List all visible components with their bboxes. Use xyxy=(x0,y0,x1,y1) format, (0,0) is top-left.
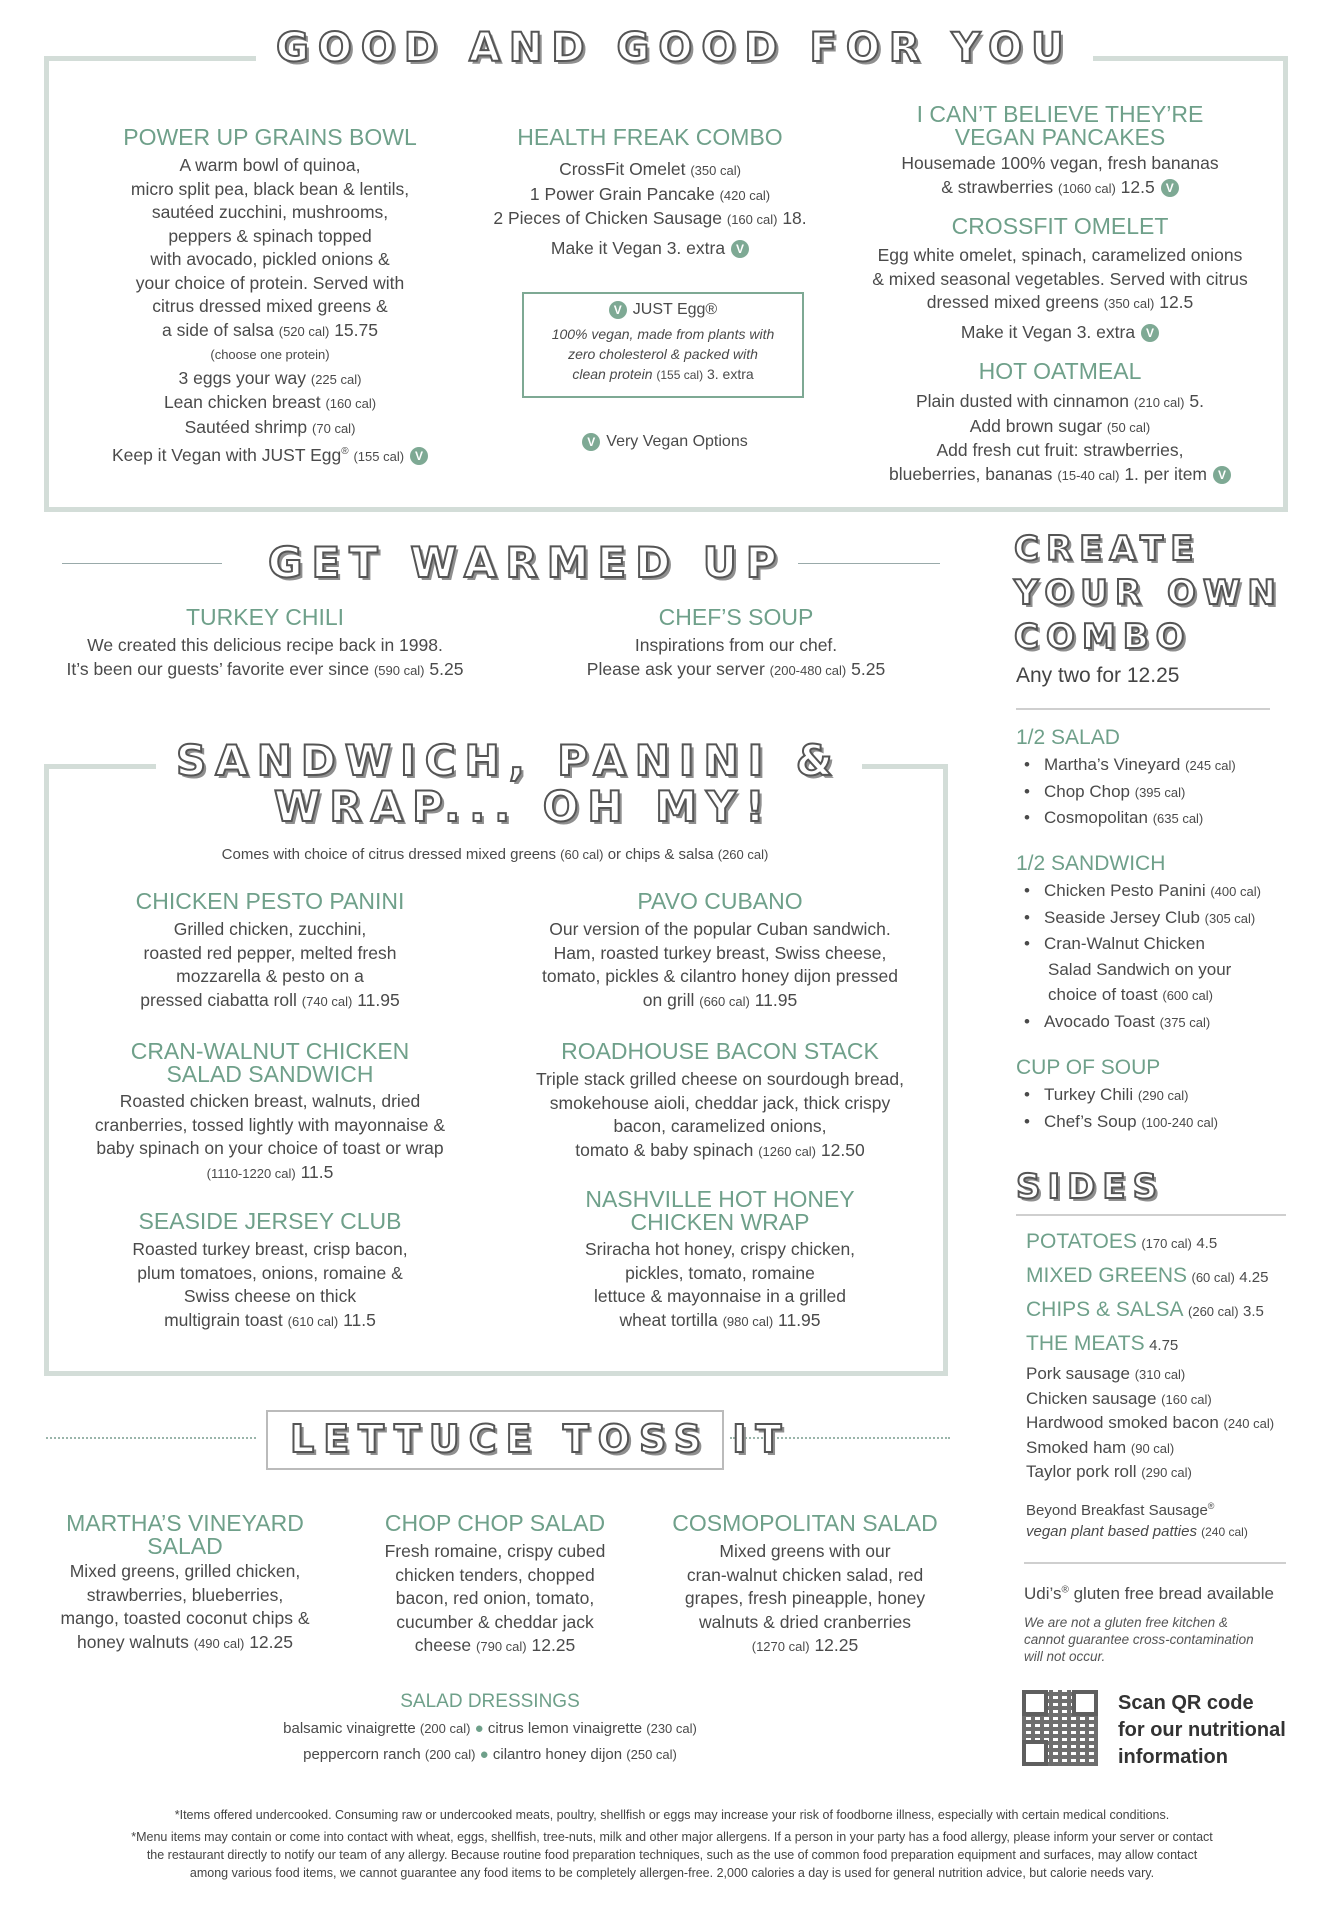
vegan-icon: V xyxy=(731,240,749,258)
health-freak-description: CrossFit Omelet (350 cal) 1 Power Grain Pancake (420 cal) 2 Pieces of Chicken Sausage (160 cal) 18. Make it Vegan 3. extra V xyxy=(493,159,807,258)
gluten-divider xyxy=(1024,1562,1286,1564)
turkey-chili-description: We created this delicious recipe back in 1998. It’s been our guests’ favorite ever since (590 cal) 5.25 xyxy=(66,635,464,679)
marthas-vineyard-description: Mixed greens, grilled chicken, strawberries, blueberries, mango, toasted coconut chips & honey walnuts (490 cal) 12.25 xyxy=(60,1561,310,1652)
power-bowl-description: A warm bowl of quinoa, micro split pea, black bean & lentils, sautéed zucchini, mushrooms, peppers & spinach topped with avocado, pickled onions & your choice of protein. Served with citrus dressed mixed greens & a side of salsa (520 cal) 15.75 (choose one protein) 3 eggs your way (225 cal) Lean chicken breast (160 cal) Sautéed shrimp (70 cal) Keep it Vegan with JUST Egg® (155 cal) V xyxy=(80,154,460,468)
turkey-chili-title: TURKEY CHILI xyxy=(185,604,345,630)
sandwich-side-note: Comes with choice of citrus dressed mixed greens (60 cal) or chips & salsa (260 cal) xyxy=(221,846,769,863)
sides-title: SIDES xyxy=(1016,1167,1165,1207)
seaside-title: SEASIDE JERSEY CLUB xyxy=(138,1208,402,1234)
roadhouse-title: ROADHOUSE BACON STACK xyxy=(561,1038,879,1064)
cosmopolitan-title: COSMOPOLITAN SALAD xyxy=(672,1510,938,1536)
salad-dressings-list: balsamic vinaigrette (200 cal) ● citrus lemon vinaigrette (230 cal) peppercorn ranch (200 cal) ● cilantro honey dijon (250 cal) xyxy=(283,1720,697,1763)
qr-code[interactable] xyxy=(1022,1690,1098,1766)
just-egg-description: V JUST Egg® 100% vegan, made from plants with zero cholesterol & packed with clean protein (155 cal) 3. extra xyxy=(551,301,775,382)
side-chips-salsa: CHIPS & SALSA (260 cal) 3.5 xyxy=(1026,1298,1264,1321)
roadhouse-description: Triple stack grilled cheese on sourdough bread, smokehouse aioli, cheddar jack, thick crispy bacon, caramelized onions, tomato & baby spinach (1260 cal) 12.50 xyxy=(535,1069,905,1160)
vegan-icon: V xyxy=(609,301,627,319)
marthas-vineyard-title: MARTHA’S VINEYARD SALAD xyxy=(66,1510,304,1559)
vegan-icon: V xyxy=(1213,466,1231,484)
side-the-meats: THE MEATS 4.75 xyxy=(1026,1332,1179,1355)
lettuce-title: LETTUCE TOSS IT xyxy=(290,1417,791,1461)
list-item: • Seaside Jersey Club (305 cal) xyxy=(1016,905,1326,932)
chicken-pesto-title: CHICKEN PESTO PANINI xyxy=(135,888,405,914)
list-item: • Chef’s Soup (100-240 cal) xyxy=(1016,1109,1316,1136)
qr-caption: Scan QR code for our nutritional information xyxy=(1118,1692,1286,1768)
list-item: • Turkey Chili (290 cal) xyxy=(1016,1082,1316,1109)
cran-walnut-description: Roasted chicken breast, walnuts, dried cranberries, tossed lightly with mayonnaise & baby spinach on your choice of toast or wrap (1110-1220 cal) 11.5 xyxy=(94,1091,446,1182)
pavo-cubano-title: PAVO CUBANO xyxy=(637,888,803,914)
crossfit-omelet-description: Egg white omelet, spinach, caramelized onions & mixed seasonal vegetables. Served with citrus dressed mixed greens (350 cal) 12.5 Make it Vegan 3. extra V xyxy=(872,245,1248,342)
create-title-line2: YOUR OWN xyxy=(1014,573,1283,613)
meats-list: Pork sausage (310 cal) Chicken sausage (160 cal) Hardwood smoked bacon (240 cal) Smoked ham (90 cal) Taylor pork roll (290 cal) xyxy=(1026,1364,1275,1481)
vegan-icon: V xyxy=(410,447,428,465)
create-subtitle: Any two for 12.25 xyxy=(1016,664,1180,687)
gluten-disclaimer: We are not a gluten free kitchen & cannot guarantee cross-contamination will not occur. xyxy=(1024,1615,1254,1664)
chefs-soup-title: CHEF’S SOUP xyxy=(658,604,814,630)
pavo-cubano-description: Our version of the popular Cuban sandwich. Ham, roasted turkey breast, Swiss cheese, tomato, pickles & cilantro honey dijon pressed on grill (660 cal) 11.95 xyxy=(541,919,899,1010)
list-item: • Martha’s Vineyard (245 cal) xyxy=(1016,752,1316,779)
side-potatoes: POTATOES (170 cal) 4.5 xyxy=(1026,1230,1218,1253)
good-section-title: GOOD AND GOOD FOR YOU xyxy=(256,28,1093,68)
warm-divider-left xyxy=(62,563,222,564)
sandwich-title-line1: SANDWICH, PANINI & xyxy=(156,740,862,782)
chop-chop-description: Fresh romaine, crispy cubed chicken tenders, chopped bacon, red onion, tomato, cucumber & cheddar jack cheese (790 cal) 12.25 xyxy=(384,1541,606,1655)
vegan-pancakes-description: Housemade 100% vegan, fresh bananas & strawberries (1060 cal) 12.5 V xyxy=(901,153,1219,197)
nashville-title: NASHVILLE HOT HONEY CHICKEN WRAP xyxy=(585,1186,855,1235)
cosmopolitan-description: Mixed greens with our cran-walnut chicken salad, red grapes, fresh pineapple, honey walnuts & dried cranberries (1270 cal) 12.25 xyxy=(684,1541,926,1655)
crossfit-omelet-title: CROSSFIT OMELET xyxy=(951,213,1169,239)
hot-oatmeal-title: HOT OATMEAL xyxy=(978,358,1142,384)
health-freak-title: HEALTH FREAK COMBO xyxy=(517,124,783,150)
cran-walnut-title: CRAN-WALNUT CHICKEN SALAD SANDWICH xyxy=(130,1038,410,1087)
chicken-pesto-description: Grilled chicken, zucchini, roasted red pepper, melted fresh mozzarella & pesto on a pressed ciabatta roll (740 cal) 11.95 xyxy=(140,919,400,1010)
lettuce-divider-left xyxy=(46,1437,256,1439)
salad-dressings-title: SALAD DRESSINGS xyxy=(400,1691,580,1712)
list-item: • Avocado Toast (375 cal) xyxy=(1016,1009,1326,1036)
create-divider xyxy=(1016,708,1270,710)
nashville-description: Sriracha hot honey, crispy chicken, pickles, tomato, romaine lettuce & mayonnaise in a grilled wheat tortilla (980 cal) 11.95 xyxy=(584,1239,856,1330)
cup-of-soup-list xyxy=(1016,1082,1316,1135)
vegan-icon: V xyxy=(1161,179,1179,197)
list-item: • Cosmopolitan (635 cal) xyxy=(1016,805,1316,832)
power-bowl-title: POWER UP GRAINS BOWL xyxy=(123,124,417,150)
footer-disclaimer: *Items offered undercooked. Consuming raw or undercooked meats, poultry, shellfish or eggs may increase your risk of foodborne illness, especially with certain medical conditions. *Menu items may contain or come into contact with wheat, eggs, shellfish, tree-nuts, milk and other major allergens. If a person in your party has a food allergy, please inform your server or contact the restaurant directly to notify our team of any allergy. Because routine food preparation techniques, such as the use of common food preparation equipment and surfaces, may allow contact among various food items, we cannot guarantee any food items to be completely allergen-free. 2,000 calories a day is used for general nutrition advice, but calorie needs vary. xyxy=(131,1808,1213,1880)
hot-oatmeal-description: Plain dusted with cinnamon (210 cal) 5. Add brown sugar (50 cal) Add fresh cut fruit: strawberries, blueberries, bananas (15-40 cal) 1. per item V xyxy=(860,390,1260,487)
beyond-sausage: Beyond Breakfast Sausage® vegan plant based patties (240 cal) xyxy=(1026,1501,1248,1540)
vegan-pancakes-title: I CAN’T BELIEVE THEY’RE VEGAN PANCAKES xyxy=(916,101,1204,150)
list-item: • Chicken Pesto Panini (400 cal) xyxy=(1016,878,1326,905)
vegan-key: V Very Vegan Options xyxy=(520,430,810,454)
cup-of-soup-title: CUP OF SOUP xyxy=(1016,1056,1161,1079)
vegan-icon: V xyxy=(582,433,600,451)
create-title-line1: CREATE xyxy=(1014,529,1201,569)
sandwich-title-line2: WRAP... OH MY! xyxy=(264,786,784,828)
half-sandwich-list: • Chicken Pesto Panini (400 cal) • Seaside Jersey Club (305 cal) • Cran-Walnut Chicken Salad Sandwich on your choice of toast (600 cal) • Avocado Toast (375 cal) xyxy=(1016,878,1326,1035)
list-item: • Chop Chop (395 cal) xyxy=(1016,779,1316,806)
warm-section-title: GET WARMED UP xyxy=(256,542,798,584)
chop-chop-title: CHOP CHOP SALAD xyxy=(384,1510,606,1536)
list-item: • Cran-Walnut Chicken xyxy=(1016,931,1326,957)
side-mixed-greens: MIXED GREENS (60 cal) 4.25 xyxy=(1026,1264,1269,1287)
half-salad-list xyxy=(1016,752,1316,832)
half-sandwich-title: 1/2 SANDWICH xyxy=(1016,852,1166,875)
seaside-description: Roasted turkey breast, crisp bacon, plum tomatoes, onions, romaine & Swiss cheese on thick multigrain toast (610 cal) 11.5 xyxy=(132,1239,408,1330)
vegan-icon: V xyxy=(1141,324,1159,342)
create-title-line3: COMBO xyxy=(1014,617,1192,657)
half-salad-title: 1/2 SALAD xyxy=(1016,726,1120,749)
warm-divider-right xyxy=(780,563,940,564)
udis-gluten-free: Udi’s® gluten free bread available xyxy=(1024,1584,1274,1603)
sides-divider xyxy=(1016,1214,1286,1216)
chefs-soup-description: Inspirations from our chef. Please ask your server (200-480 cal) 5.25 xyxy=(586,635,886,679)
